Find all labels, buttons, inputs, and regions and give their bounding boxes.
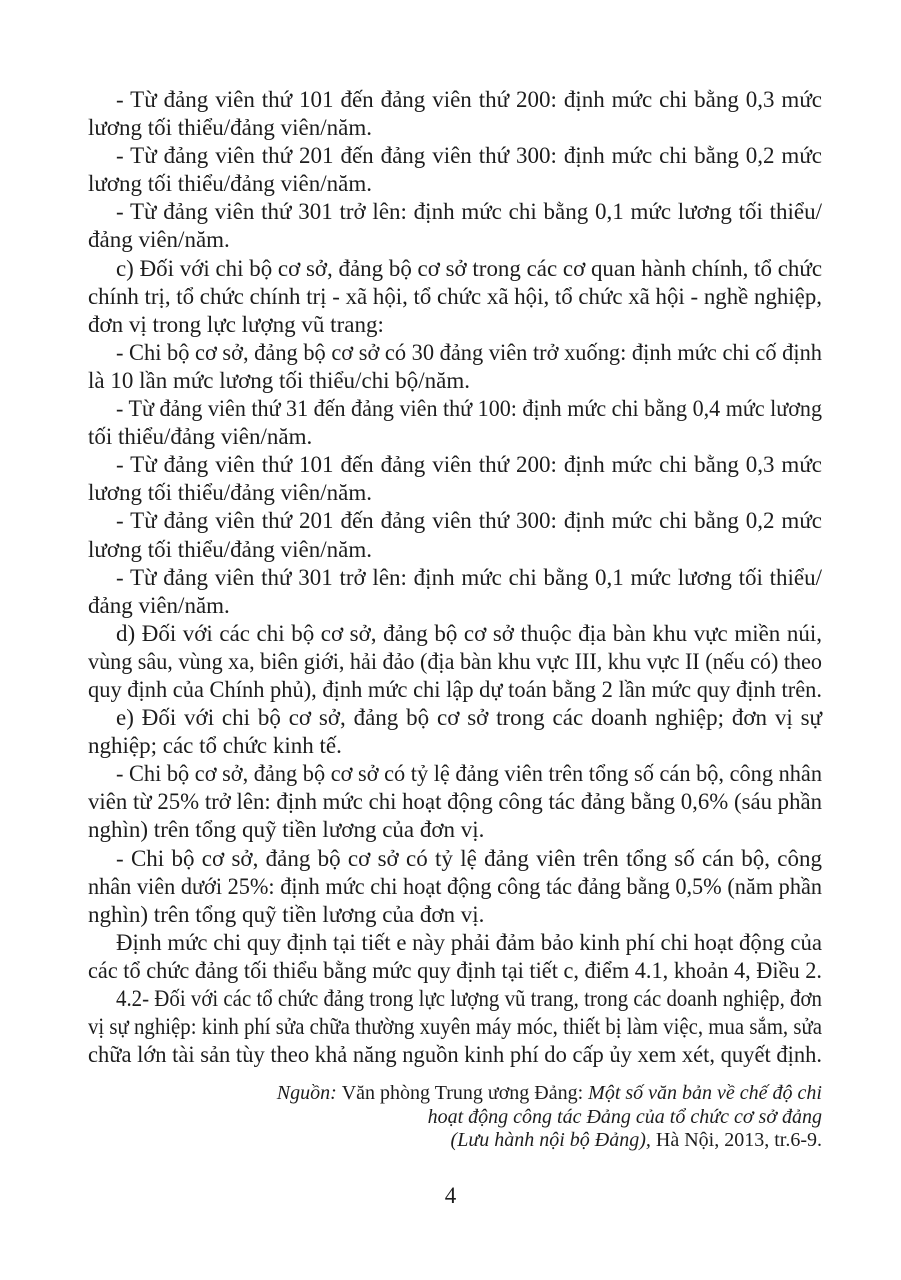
text-line: nhân viên dưới 25%: định mức chi hoạt động công tác đảng bằng 0,5% (năm phần [88, 873, 822, 899]
text-line: lương tối thiểu/đảng viên/năm. [88, 171, 372, 197]
paragraph [88, 395, 822, 451]
text-line: d) Đối với các chi bộ cơ sở, đảng bộ cơ sở thuộc địa bàn khu vực miền núi, [116, 620, 822, 646]
text-line: nghìn) trên tổng quỹ tiền lương của đơn vị. [88, 817, 485, 843]
text-line: viên từ 25% trở lên: định mức chi hoạt động công tác đảng bằng 0,6% (sáu phần [88, 789, 822, 815]
text-line: các tổ chức đảng tối thiểu bằng mức quy định tại tiết c, điểm 4.1, khoản 4, Điều 2. [88, 957, 822, 983]
text-line: đảng viên/năm. [88, 227, 230, 253]
source-line [88, 1106, 822, 1130]
text-line: lương tối thiểu/đảng viên/năm. [88, 480, 372, 506]
text-line: lương tối thiểu/đảng viên/năm. [88, 536, 372, 562]
source-italic-text: Một số văn bản về chế độ chi [588, 1082, 822, 1104]
source-italic-text: hoạt động công tác Đảng của tổ chức cơ sở đảng [427, 1105, 822, 1128]
paragraph [88, 704, 822, 760]
paragraph [88, 620, 822, 704]
text-line: nghiệp; các tổ chức kinh tế. [88, 733, 342, 759]
text-line: 4.2- Đối với các tổ chức đảng trong lực lượng vũ trang, trong các doanh nghiệp, đơn [116, 986, 822, 1011]
paragraph [88, 929, 822, 985]
text-line: - Từ đảng viên thứ 201 đến đảng viên thứ 300: định mức chi bằng 0,2 mức [116, 143, 822, 169]
paragraph [88, 255, 822, 339]
paragraph [88, 564, 822, 620]
text-line: - Từ đảng viên thứ 201 đến đảng viên thứ 300: định mức chi bằng 0,2 mức [116, 508, 822, 534]
paragraph [88, 198, 822, 254]
text-line: - Từ đảng viên thứ 301 trở lên: định mức chi bằng 0,1 mức lương tối thiểu/ [116, 564, 822, 590]
text-line: - Từ đảng viên thứ 101 đến đảng viên thứ 200: định mức chi bằng 0,3 mức [116, 452, 822, 478]
text-line: là 10 lần mức lương tối thiểu/chi bộ/năm. [88, 367, 471, 393]
paragraph [88, 451, 822, 507]
text-line: tối thiểu/đảng viên/năm. [88, 424, 313, 450]
source-regular-text: Văn phòng Trung ương Đảng: [341, 1082, 589, 1104]
text-line: Định mức chi quy định tại tiết e này phải đảm bảo kinh phí chi hoạt động của [116, 929, 822, 955]
source-citation [88, 1082, 822, 1153]
text-line: c) Đối với chi bộ cơ sở, đảng bộ cơ sở trong các cơ quan hành chính, tổ chức [116, 255, 822, 281]
text-line: lương tối thiểu/đảng viên/năm. [88, 115, 372, 141]
text-line: e) Đối với chi bộ cơ sở, đảng bộ cơ sở trong các doanh nghiệp; đơn vị sự [116, 705, 822, 731]
body-text [88, 86, 822, 1069]
text-line: - Từ đảng viên thứ 301 trở lên: định mức chi bằng 0,1 mức lương tối thiểu/ [116, 199, 822, 225]
source-line [88, 1082, 822, 1106]
paragraph [88, 845, 822, 929]
text-line: quy định của Chính phủ), định mức chi lập dự toán bằng 2 lần mức quy định trên. [88, 676, 822, 702]
source-italic-text: Nguồn: [276, 1082, 342, 1104]
text-line: - Từ đảng viên thứ 31 đến đảng viên thứ 100: định mức chi bằng 0,4 mức lương [116, 396, 822, 422]
text-line: - Chi bộ cơ sở, đảng bộ cơ sở có tỷ lệ đảng viên trên tổng số cán bộ, công [116, 845, 822, 871]
source-italic-text: (Lưu hành nội bộ Đảng), [450, 1129, 651, 1151]
text-line: - Từ đảng viên thứ 101 đến đảng viên thứ 200: định mức chi bằng 0,3 mức [116, 87, 822, 112]
text-line: - Chi bộ cơ sở, đảng bộ cơ sở có 30 đảng viên trở xuống: định mức chi cố định [116, 339, 822, 365]
paragraph [88, 339, 822, 395]
text-line: đơn vị trong lực lượng vũ trang: [88, 311, 384, 337]
text-line: chính trị, tổ chức chính trị - xã hội, tổ chức xã hội, tổ chức xã hội - nghề nghiệp, [88, 283, 822, 309]
paragraph [88, 86, 822, 142]
text-line: vùng sâu, vùng xa, biên giới, hải đảo (địa bàn khu vực III, khu vực II (nếu có) theo [88, 648, 822, 674]
paragraph [88, 985, 822, 1069]
source-line [88, 1129, 822, 1153]
text-line: chữa lớn tài sản tùy theo khả năng nguồn kinh phí do cấp ủy xem xét, quyết định. [88, 1042, 822, 1068]
paragraph [88, 142, 822, 198]
page-number: 4 [444, 1183, 457, 1208]
text-line: - Chi bộ cơ sở, đảng bộ cơ sở có tỷ lệ đảng viên trên tổng số cán bộ, công nhân [116, 761, 822, 787]
paragraph [88, 507, 822, 563]
text-line: vị sự nghiệp: kinh phí sửa chữa thường xuyên máy móc, thiết bị làm việc, mua sắm, sửa [88, 1014, 822, 1040]
text-line: nghìn) trên tổng quỹ tiền lương của đơn vị. [88, 901, 485, 927]
text-line: đảng viên/năm. [88, 592, 230, 618]
source-regular-text: Hà Nội, 2013, tr.6-9. [650, 1129, 822, 1151]
paragraph [88, 760, 822, 844]
